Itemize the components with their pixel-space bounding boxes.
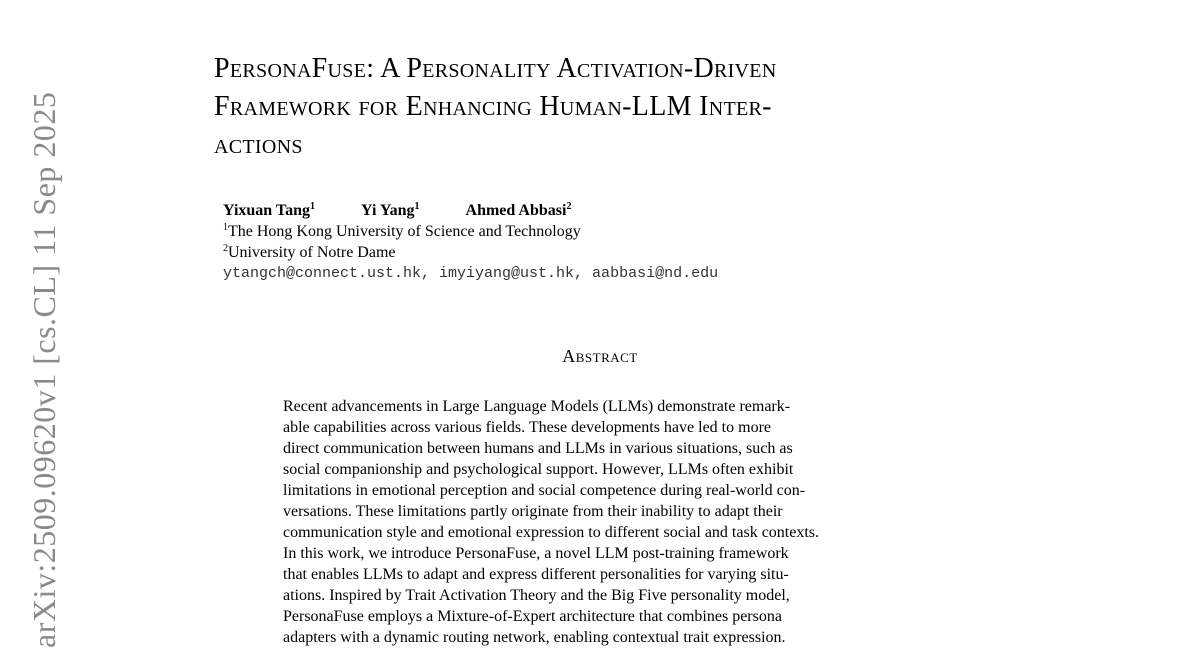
arxiv-side-stamp (24, 0, 64, 648)
affiliation-text: University of Notre Dame (228, 244, 396, 261)
affiliation-text: The Hong Kong University of Science and Technology (228, 223, 581, 240)
abstract-heading: Abstract (562, 346, 638, 366)
abstract-body (283, 396, 923, 648)
author (466, 200, 572, 221)
abstract-line: able capabilities across various fields. These developments have led to more (283, 419, 771, 436)
arxiv-identifier: arXiv:2509.09620v1 [cs.CL] 11 Sep 2025 (26, 91, 62, 648)
abstract-line: communication style and emotional expression to different social and task contexts. (283, 524, 820, 541)
author-affiliation-marker: 1 (414, 201, 420, 212)
author-affiliation-marker: 1 (310, 201, 316, 212)
author-name: Ahmed Abbasi (465, 202, 567, 219)
affiliation-marker: 1 (223, 222, 228, 233)
author-name: Yixuan Tang (223, 202, 311, 219)
affiliation (223, 221, 718, 242)
abstract-line: In this work, we introduce PersonaFuse, a novel LLM post-training framework (283, 545, 789, 562)
author-list (223, 200, 718, 221)
abstract-line: ations. Inspired by Trait Activation Theory and the Big Five personality model, (283, 587, 790, 604)
author (223, 200, 315, 221)
abstract-line: limitations in emotional perception and social competence during real-world con- (283, 482, 806, 499)
author-affiliation-marker: 2 (566, 201, 572, 212)
author-block (223, 200, 718, 284)
abstract-line: adapters with a dynamic routing network, enabling contextual trait expression. (283, 629, 786, 646)
abstract-line: PersonaFuse employs a Mixture-of-Expert architecture that combines persona (283, 608, 782, 625)
title-line: Framework for Enhancing Human-LLM Inter- (214, 91, 772, 122)
author-emails: ytangch@connect.ust.hk, imyiyang@ust.hk, aabbasi@nd.edu (223, 265, 719, 282)
affiliation-marker: 2 (223, 243, 228, 254)
title-line: PersonaFuse: A Personality Activation-Driven (214, 53, 777, 84)
abstract-line: social companionship and psychological support. However, LLMs often exhibit (283, 461, 794, 478)
abstract-line: Recent advancements in Large Language Models (LLMs) demonstrate remark- (283, 398, 791, 415)
abstract-line: that enables LLMs to adapt and express different personalities for varying situ- (283, 566, 789, 583)
author-name: Yi Yang (361, 202, 415, 219)
paper-title (214, 50, 1014, 164)
author (361, 200, 420, 221)
abstract-line: direct communication between humans and LLMs in various situations, such as (283, 440, 793, 457)
abstract-line: versations. These limitations partly originate from their inability to adapt their (283, 503, 783, 520)
title-line: actions (214, 129, 303, 160)
affiliation (223, 242, 718, 263)
